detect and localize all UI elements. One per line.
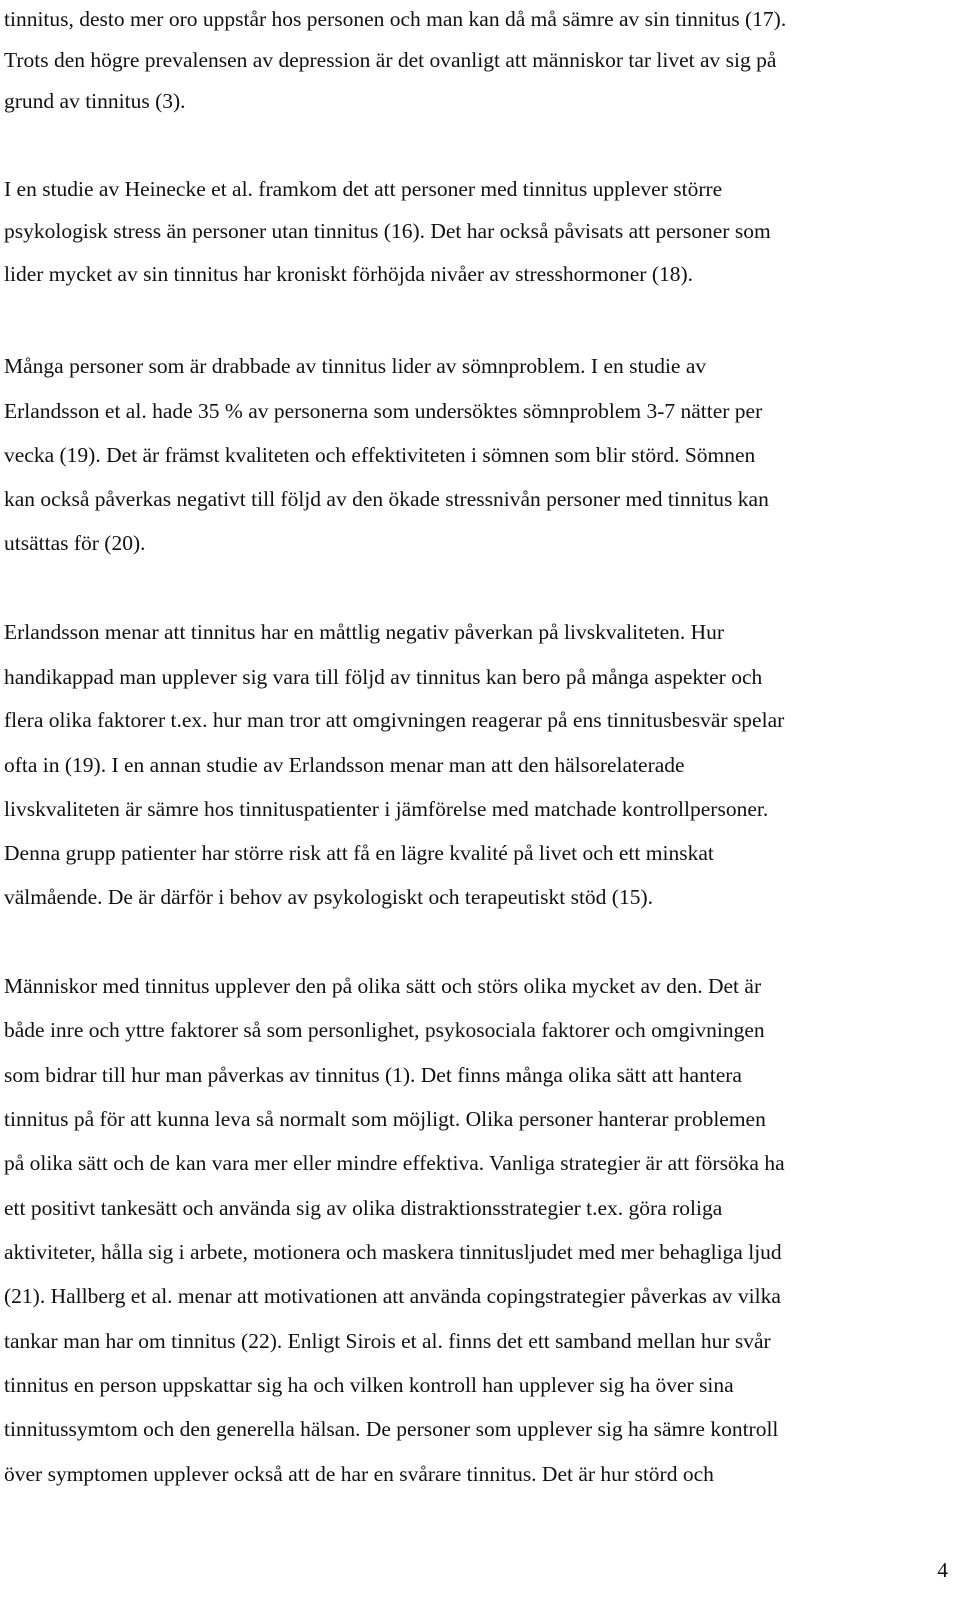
text-line: tinnitus, desto mer oro uppstår hos personen och man kan då må sämre av sin tinnitus (17). — [4, 7, 787, 31]
text-line: flera olika faktorer t.ex. hur man tror att omgivningen reagerar på ens tinnitusbesvär spelar — [4, 708, 785, 732]
text-line: Erlandsson menar att tinnitus har en måttlig negativ påverkan på livskvaliteten. Hur — [4, 620, 725, 644]
text-line: kan också påverkas negativt till följd av den ökade stressnivån personer med tinnitus kan — [4, 487, 769, 511]
text-line: tinnitussymtom och den generella hälsan. De personer som upplever sig ha sämre kontroll — [4, 1417, 779, 1441]
text-line: I en studie av Heinecke et al. framkom det att personer med tinnitus upplever större — [4, 177, 723, 201]
page-number: 4 — [937, 1558, 948, 1582]
text-line: handikappad man upplever sig vara till följd av tinnitus kan bero på många aspekter och — [4, 665, 763, 689]
text-line: psykologisk stress än personer utan tinnitus (16). Det har också påvisats att personer som — [4, 219, 771, 243]
text-line: lider mycket av sin tinnitus har kroniskt förhöjda nivåer av stresshormoner (18). — [4, 262, 694, 286]
text-line: vecka (19). Det är främst kvaliteten och effektiviteten i sömnen som blir störd. Sömnen — [4, 443, 756, 467]
text-line: tinnitus på för att kunna leva så normalt som möjligt. Olika personer hanterar problemen — [4, 1107, 766, 1131]
text-line: som bidrar till hur man påverkas av tinnitus (1). Det finns många olika sätt att hantera — [4, 1063, 742, 1087]
text-line: över symptomen upplever också att de har en svårare tinnitus. Det är hur störd och — [4, 1462, 714, 1486]
text-line: Denna grupp patienter har större risk att få en lägre kvalité på livet och ett minskat — [4, 841, 714, 865]
text-line: aktiviteter, hålla sig i arbete, motionera och maskera tinnitusljudet med mer behagliga ljud — [4, 1240, 782, 1264]
text-line: tinnitus en person uppskattar sig ha och vilken kontroll han upplever sig ha över sina — [4, 1373, 734, 1397]
text-line: tankar man har om tinnitus (22). Enligt Sirois et al. finns det ett samband mellan hur svår — [4, 1329, 771, 1353]
text-line: Människor med tinnitus upplever den på olika sätt och störs olika mycket av den. Det är — [4, 974, 762, 998]
text-line: Erlandsson et al. hade 35 % av personerna som undersöktes sömnproblem 3-7 nätter per — [4, 399, 763, 423]
text-line: välmående. De är därför i behov av psykologiskt och terapeutiskt stöd (15). — [4, 885, 653, 909]
text-line: Många personer som är drabbade av tinnitus lider av sömnproblem. I en studie av — [4, 354, 707, 378]
text-line: grund av tinnitus (3). — [4, 89, 186, 113]
text-line: både inre och yttre faktorer så som personlighet, psykosociala faktorer och omgivningen — [4, 1018, 765, 1042]
text-line: livskvaliteten är sämre hos tinnituspatienter i jämförelse med matchade kontrollpersoner. — [4, 797, 769, 821]
text-line: på olika sätt och de kan vara mer eller mindre effektiva. Vanliga strategier är att försöka ha — [4, 1151, 785, 1175]
text-line: Trots den högre prevalensen av depression är det ovanligt att människor tar livet av sig på — [4, 48, 777, 72]
text-line: (21). Hallberg et al. menar att motivationen att använda copingstrategier påverkas av vilka — [4, 1284, 781, 1308]
text-line: ofta in (19). I en annan studie av Erlandsson menar man att den hälsorelaterade — [4, 753, 685, 777]
text-line: utsättas för (20). — [4, 531, 146, 555]
text-line: ett positivt tankesätt och använda sig av olika distraktionsstrategier t.ex. göra roliga — [4, 1196, 723, 1220]
